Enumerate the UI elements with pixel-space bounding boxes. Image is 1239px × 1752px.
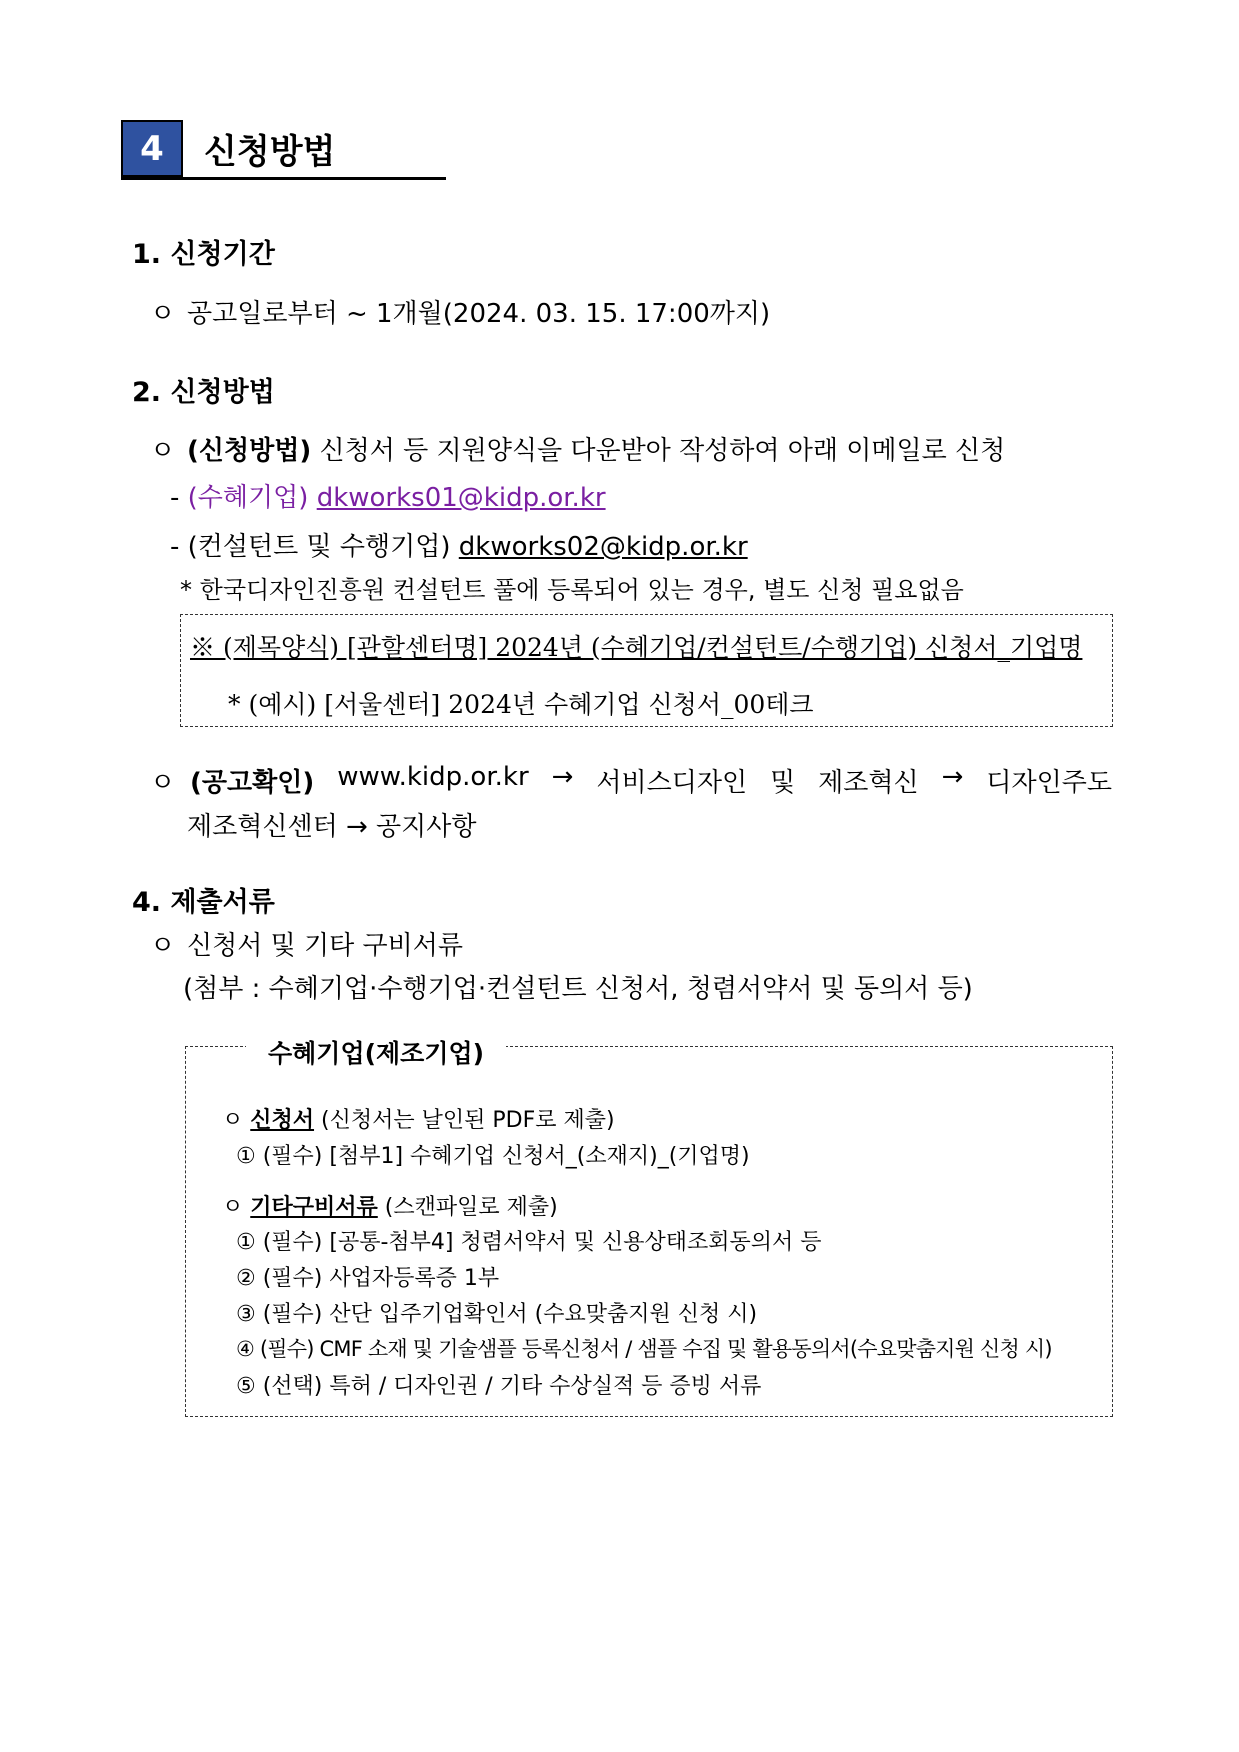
notice-url[interactable]: www.kidp.or.kr	[337, 762, 529, 792]
group2-note: (스캔파일로 제출)	[384, 1195, 558, 1220]
documents-bullet: ㅇ	[150, 931, 176, 961]
beneficiary-line	[170, 477, 606, 514]
consultant-label: - (컨설턴트 및 수행기업)	[170, 532, 451, 562]
section-number-badge: 4	[121, 120, 183, 177]
title-format-text: ※ (제목양식) [관할센터명] 2024년 (수혜기업/컨설턴트/수행기업) 신청서_기업명	[190, 633, 1083, 662]
group1-label: 신청서	[250, 1108, 315, 1133]
group2-item: ③ (필수) 산단 입주기업확인서 (수요맞춤지원 신청 시)	[236, 1302, 758, 1327]
group2-item: ④ (필수) CMF 소재 및 기술샘플 등록신청서 / 샘플 수집 및 활용동의서(수요맞춤지원 신청 시)	[236, 1337, 1052, 1361]
method-bullet: ㅇ	[150, 436, 176, 466]
period-text: 공고일로부터 ~ 1개월(2024. 03. 15. 17:00까지)	[187, 299, 771, 329]
section-title-underline	[121, 177, 446, 180]
group2-line	[222, 1190, 558, 1221]
group1-line	[222, 1103, 615, 1134]
notice-arrow-1: →	[551, 762, 574, 792]
group2-item: ② (필수) 사업자등록증 1부	[236, 1266, 500, 1291]
method-heading: 2. 신청방법	[132, 377, 275, 408]
group2-label: 기타구비서류	[250, 1195, 378, 1220]
consultant-email-link[interactable]: dkworks02@kidp.or.kr	[458, 532, 748, 562]
notice-path-2: 및	[770, 768, 796, 798]
notice-path-4: 디자인주도	[986, 768, 1112, 798]
documents-attach-note: (첨부 : 수혜기업·수행기업·컨설턴트 신청서, 청렴서약서 및 동의서 등)	[183, 974, 973, 1004]
period-bullet: ㅇ	[150, 299, 176, 329]
beneficiary-email-link[interactable]: dkworks01@kidp.or.kr	[316, 483, 606, 513]
documents-heading: 4. 제출서류	[132, 887, 275, 918]
period-heading: 1. 신청기간	[132, 239, 275, 270]
notice-bullet: ㅇ	[150, 768, 176, 798]
notice-path-1: 서비스디자인	[596, 768, 748, 798]
group2-item: ① (필수) [공통-첨부4] 청렴서약서 및 신용상태조회동의서 등	[236, 1230, 822, 1255]
beneficiary-prefix: -	[170, 483, 180, 513]
group1-item: ① (필수) [첨부1] 수혜기업 신청서_(소재지)_(기업명)	[236, 1144, 750, 1169]
attachment-box-title: 수혜기업(제조기업)	[246, 1034, 506, 1070]
title-example-text: * (예시) [서울센터] 2024년 수혜기업 신청서_00테크	[228, 690, 814, 719]
section-title: 신청방법	[204, 132, 336, 172]
group2-item: ⑤ (선택) 특허 / 디자인권 / 기타 수상실적 등 증빙 서류	[236, 1374, 762, 1399]
notice-path-3: 제조혁신	[818, 768, 919, 798]
notice-line1	[190, 762, 1112, 799]
notice-arrow-2: →	[941, 762, 964, 792]
notice-label: (공고확인)	[190, 768, 315, 798]
consultant-line	[170, 526, 748, 563]
documents-text: 신청서 및 기타 구비서류	[187, 931, 463, 961]
method-line	[187, 430, 1102, 467]
method-label: (신청방법)	[187, 436, 312, 466]
beneficiary-label: (수혜기업)	[187, 483, 309, 513]
notice-line2: 제조혁신센터 → 공지사항	[187, 812, 477, 842]
group1-note: (신청서는 날인된 PDF로 제출)	[321, 1108, 615, 1133]
group2-bullet: ㅇ	[222, 1195, 244, 1220]
group1-bullet: ㅇ	[222, 1108, 244, 1133]
method-text: 신청서 등 지원양식을 다운받아 작성하여 아래 이메일로 신청	[319, 436, 1006, 466]
consultant-pool-note: * 한국디자인진흥원 컨설턴트 풀에 등록되어 있는 경우, 별도 신청 필요없음	[180, 576, 964, 604]
